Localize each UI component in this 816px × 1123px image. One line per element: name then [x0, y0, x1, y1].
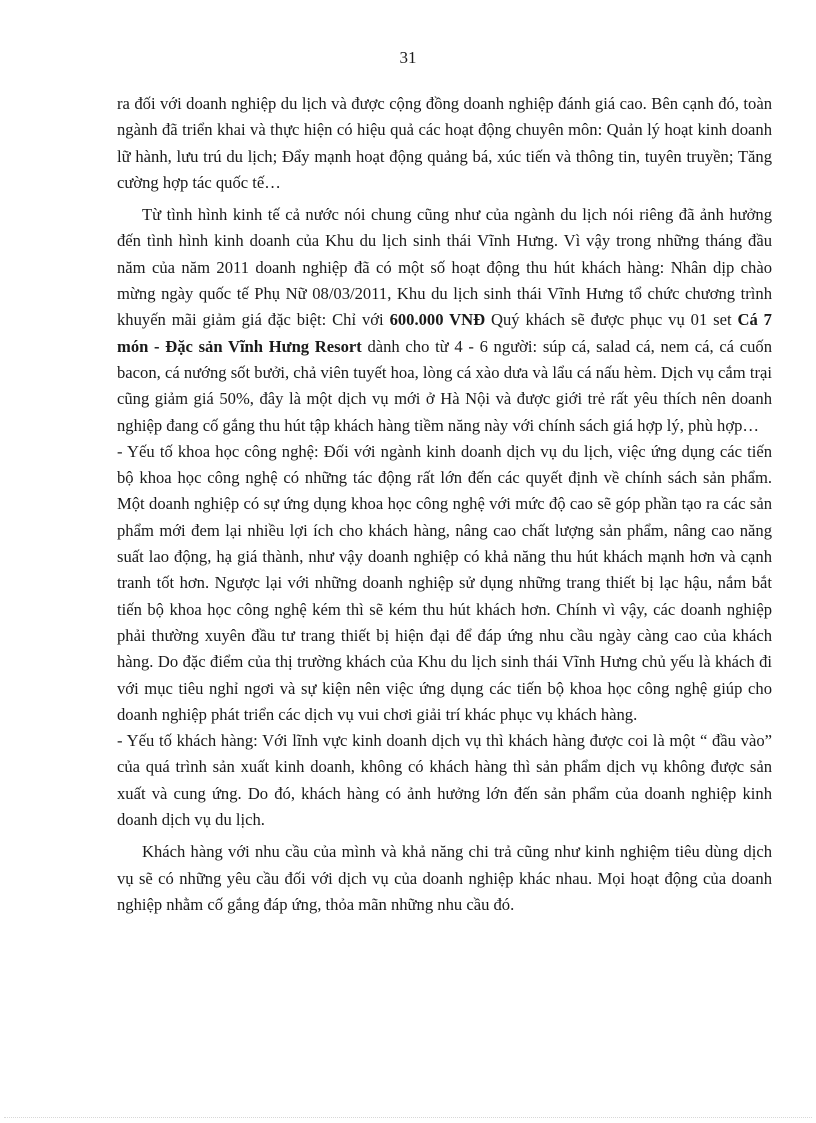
paragraph-text: Từ tình hình kinh tế cả nước nói chung cũng như của ngành du lịch nói riêng đã ảnh hưởng đến tình hình kinh doanh của Khu du lịch sinh thái Vĩnh Hưng. Vì vậy trong những tháng đầu năm của năm 2011 doanh nghiệp đã có một số hoạt động thu hút khách hàng: Nhân dịp chào mừng ngày quốc tế Phụ Nữ 08/03/2011, Khu du lịch sinh thái Vĩnh Hưng tổ chức chương trình khuyến mãi giảm giá đặc biệt: Chỉ với	[117, 205, 772, 330]
promo-price: 600.000 VNĐ	[389, 310, 486, 330]
paragraph-customer-needs: Khách hàng với nhu cầu của mình và khả năng chi trả cũng như kinh nghiệm tiêu dùng dịch vụ sẽ có những yêu cầu đối với dịch vụ của doanh nghiệp khác nhau. Mọi hoạt động của doanh nghiệp nhằm cố gắng đáp ứng, thỏa mãn những nhu cầu đó.	[117, 842, 772, 914]
page-number: 31	[399, 48, 417, 67]
paragraph-customer-factor: - Yếu tố khách hàng: Với lĩnh vực kinh doanh dịch vụ thì khách hàng được coi là một “ đầu vào” của quá trình sản xuất kinh doanh, không có khách hàng thì sản phẩm dịch vụ không được sản xuất và cung ứng. Do đó, khách hàng có ảnh hưởng lớn đến sản phẩm của doanh nghiệp kinh doanh dịch vụ du lịch.	[117, 731, 772, 830]
page-bottom-border	[4, 1117, 812, 1118]
promo-set-name: Cá 7 món - Đặc sản Vĩnh Hưng Resort	[117, 310, 772, 356]
document-body	[117, 91, 772, 918]
paragraph-intro-continuation: ra đối với doanh nghiệp du lịch và được cộng đồng doanh nghiệp đánh giá cao. Bên cạnh đó, toàn ngành đã triển khai và thực hiện có hiệu quả các hoạt động chuyên môn: Quản lý hoạt kinh doanh lữ hành, lưu trú du lịch; Đẩy mạnh hoạt động quảng bá, xúc tiến và thông tin, tuyên truyền; Tăng cường hợp tác quốc tế…	[117, 94, 772, 192]
paragraph-text: dành cho từ 4 - 6 người: súp cá, salad cá, nem cá, cá cuốn bacon, cá nướng sốt bưởi, chả viên tuyết hoa, lòng cá xào dưa và lẩu cá nấu hèm. Dịch vụ cắm trại cũng giảm giá 50%, đây là một dịch vụ mới ở Hà Nội và được giới trẻ rất yêu thích nên doanh nghiệp đang cố gắng thu hút tập khách hàng tiềm năng này với chính sách giá hợp lý, phù hợp…	[117, 336, 772, 435]
paragraph-technology-factor: - Yếu tố khoa học công nghệ: Đối với ngành kinh doanh dịch vụ du lịch, việc ứng dụng các tiến bộ khoa học công nghệ có những tác động rất lớn đến các quyết định về chính sách sản phẩm. Một doanh nghiệp có sự ứng dụng khoa học công nghệ với mức độ cao sẽ góp phần tạo ra các sản phẩm mới đem lại nhiều lợi ích cho khách hàng, nâng cao chất lượng sản phẩm, nâng cao năng suất lao động, hạ giá thành, như vậy doanh nghiệp có khả năng thu hút khách mạnh hơn và cạnh tranh tốt hơn. Ngược lại với những doanh nghiệp sử dụng những trang thiết bị lạc hậu, nắm bắt tiến bộ khoa học công nghệ kém thì sẽ kém thu hút khách hơn. Chính vì vậy, các doanh nghiệp phải thường xuyên đầu tư trang thiết bị hiện đại để đáp ứng nhu cầu ngày càng cao của khách hàng. Do đặc điểm của thị trường khách của Khu du lịch sinh thái Vĩnh Hưng chủ yếu là khách đi với mục tiêu nghỉ ngơi và sự kiện nên việc ứng dụng các tiến bộ khoa học công nghệ giúp cho doanh nghiệp phát triển các dịch vụ vui chơi giải trí khác phục vụ khách hàng.	[117, 441, 772, 724]
paragraph-text: Quý khách sẽ được phục vụ 01 set	[485, 310, 738, 330]
paragraph-business-situation	[117, 202, 772, 439]
